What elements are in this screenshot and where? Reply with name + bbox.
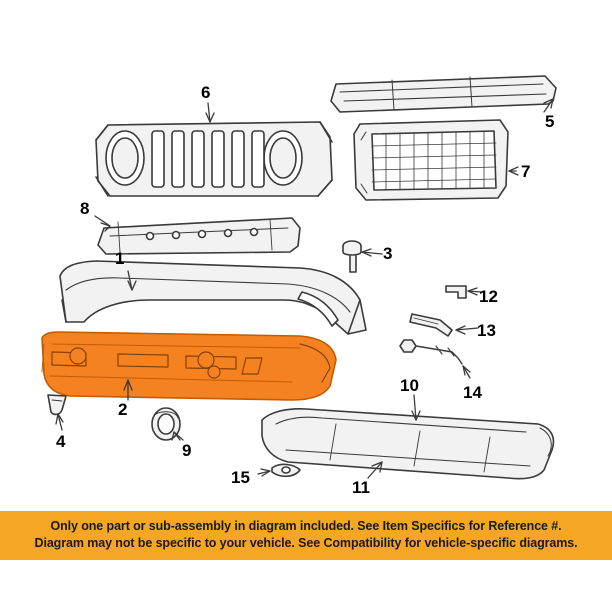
callout-3: 3 bbox=[383, 244, 393, 263]
callout-9: 9 bbox=[182, 441, 192, 460]
part-6-grille bbox=[96, 122, 332, 196]
part-11-air-dam bbox=[262, 409, 553, 479]
callout-7: 7 bbox=[521, 162, 531, 181]
part-3-bolt bbox=[343, 241, 361, 272]
part-8-reinforcement-bar bbox=[98, 218, 300, 254]
part-13-angled-bracket bbox=[410, 314, 452, 336]
part-12-bracket bbox=[446, 286, 466, 298]
part-7-mesh-insert bbox=[354, 120, 508, 200]
part-14-rod bbox=[400, 340, 462, 364]
callout-2: 2 bbox=[118, 400, 128, 419]
callout-13: 13 bbox=[477, 321, 496, 340]
callout-1: 1 bbox=[115, 249, 125, 268]
callout-15: 15 bbox=[231, 468, 250, 487]
callout-5: 5 bbox=[545, 112, 555, 131]
part-2-lower-valance-highlighted bbox=[42, 332, 336, 400]
disclaimer-line-1: Only one part or sub-assembly in diagram included. See Item Specifics for Reference #. bbox=[50, 519, 562, 534]
part-5-upper-trim bbox=[331, 76, 556, 112]
callout-11: 11 bbox=[352, 478, 370, 497]
callout-6: 6 bbox=[201, 83, 211, 102]
disclaimer-line-2: Diagram may not be specific to your vehicle. See Compatibility for vehicle-specific diagrams. bbox=[34, 536, 578, 551]
callout-10: 10 bbox=[400, 376, 419, 395]
callout-14: 14 bbox=[463, 383, 482, 402]
part-4-clip bbox=[48, 395, 66, 414]
callout-8: 8 bbox=[80, 199, 90, 218]
footer-spacer bbox=[0, 560, 612, 612]
part-15-clip bbox=[272, 464, 300, 476]
callout-12: 12 bbox=[479, 287, 498, 306]
callout-4: 4 bbox=[56, 432, 66, 451]
disclaimer-banner bbox=[0, 511, 612, 560]
part-1-bumper-cover bbox=[60, 261, 366, 334]
